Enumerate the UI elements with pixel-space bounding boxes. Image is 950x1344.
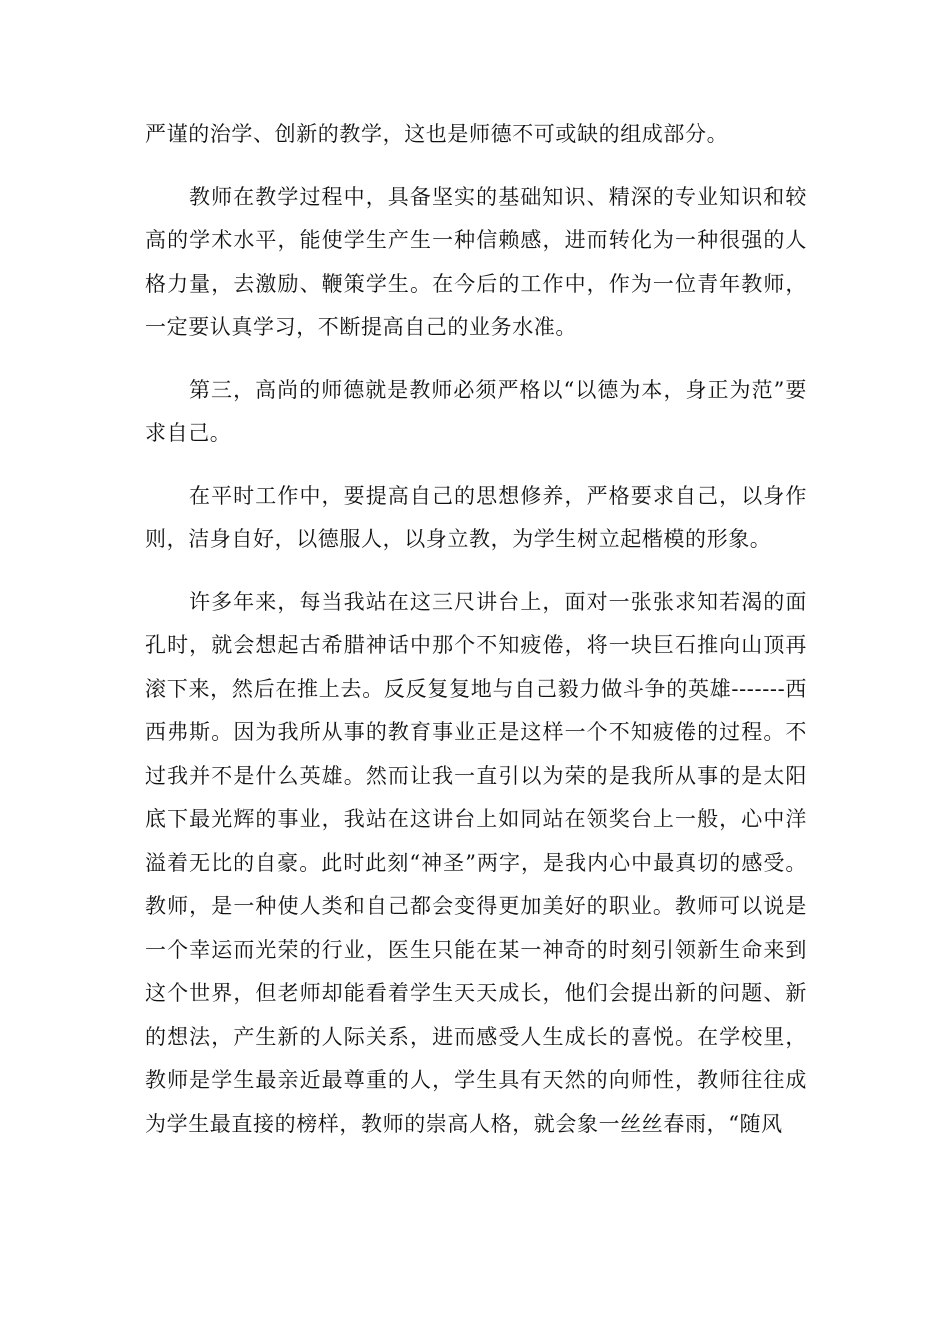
paragraph-3: 第三，高尚的师德就是教师必须严格以“以德为本，身正为范”要求自己。 [145, 377, 807, 445]
paragraph-1: 严谨的治学、创新的教学，这也是师德不可或缺的组成部分。 [145, 122, 729, 146]
paragraph-5: 许多年来，每当我站在这三尺讲台上，面对一张张求知若渴的面孔时，就会想起古希腊神话中那个不知疲倦，将一块巨石推向山顶再滚下来，然后在推上去。反反复复地与自己毅力做斗争的英雄-------西西弗斯。因为我所从事的教育事业正是这样一个不知疲倦的过程。不过我并不是什么英雄。然而让我一直引以为荣的是我所从事的是太阳底下最光辉的事业，我站在这讲台上如同站在领奖台上一般，心中洋溢着无比的自豪。此时此刻“神圣”两字，是我内心中最真切的感受。教师，是一种使人类和自己都会变得更加美好的职业。教师可以说是一个幸运而光荣的行业，医生只能在某一神奇的时刻引领新生命来到这个世界，但老师却能看着学生天天成长，他们会提出新的问题、新的想法，产生新的人际关系，进而感受人生成长的喜悦。在学校里，教师是学生最亲近最尊重的人，学生具有天然的向师性，教师往往成为学生最直接的榜样，教师的崇高人格，就会象一丝丝春雨，“随风 [145, 589, 807, 1136]
paragraph-2: 教师在教学过程中，具备坚实的基础知识、精深的专业知识和较高的学术水平，能使学生产生一种信赖感，进而转化为一种很强的人格力量，去激励、鞭策学生。在今后的工作中，作为一位青年教师，一定要认真学习，不断提高自己的业务水准。 [145, 184, 807, 339]
document-page [145, 113, 807, 1146]
paragraph-4: 在平时工作中，要提高自己的思想修养，严格要求自己，以身作则，洁身自好，以德服人，以身立教，为学生树立起楷模的形象。 [145, 483, 807, 551]
